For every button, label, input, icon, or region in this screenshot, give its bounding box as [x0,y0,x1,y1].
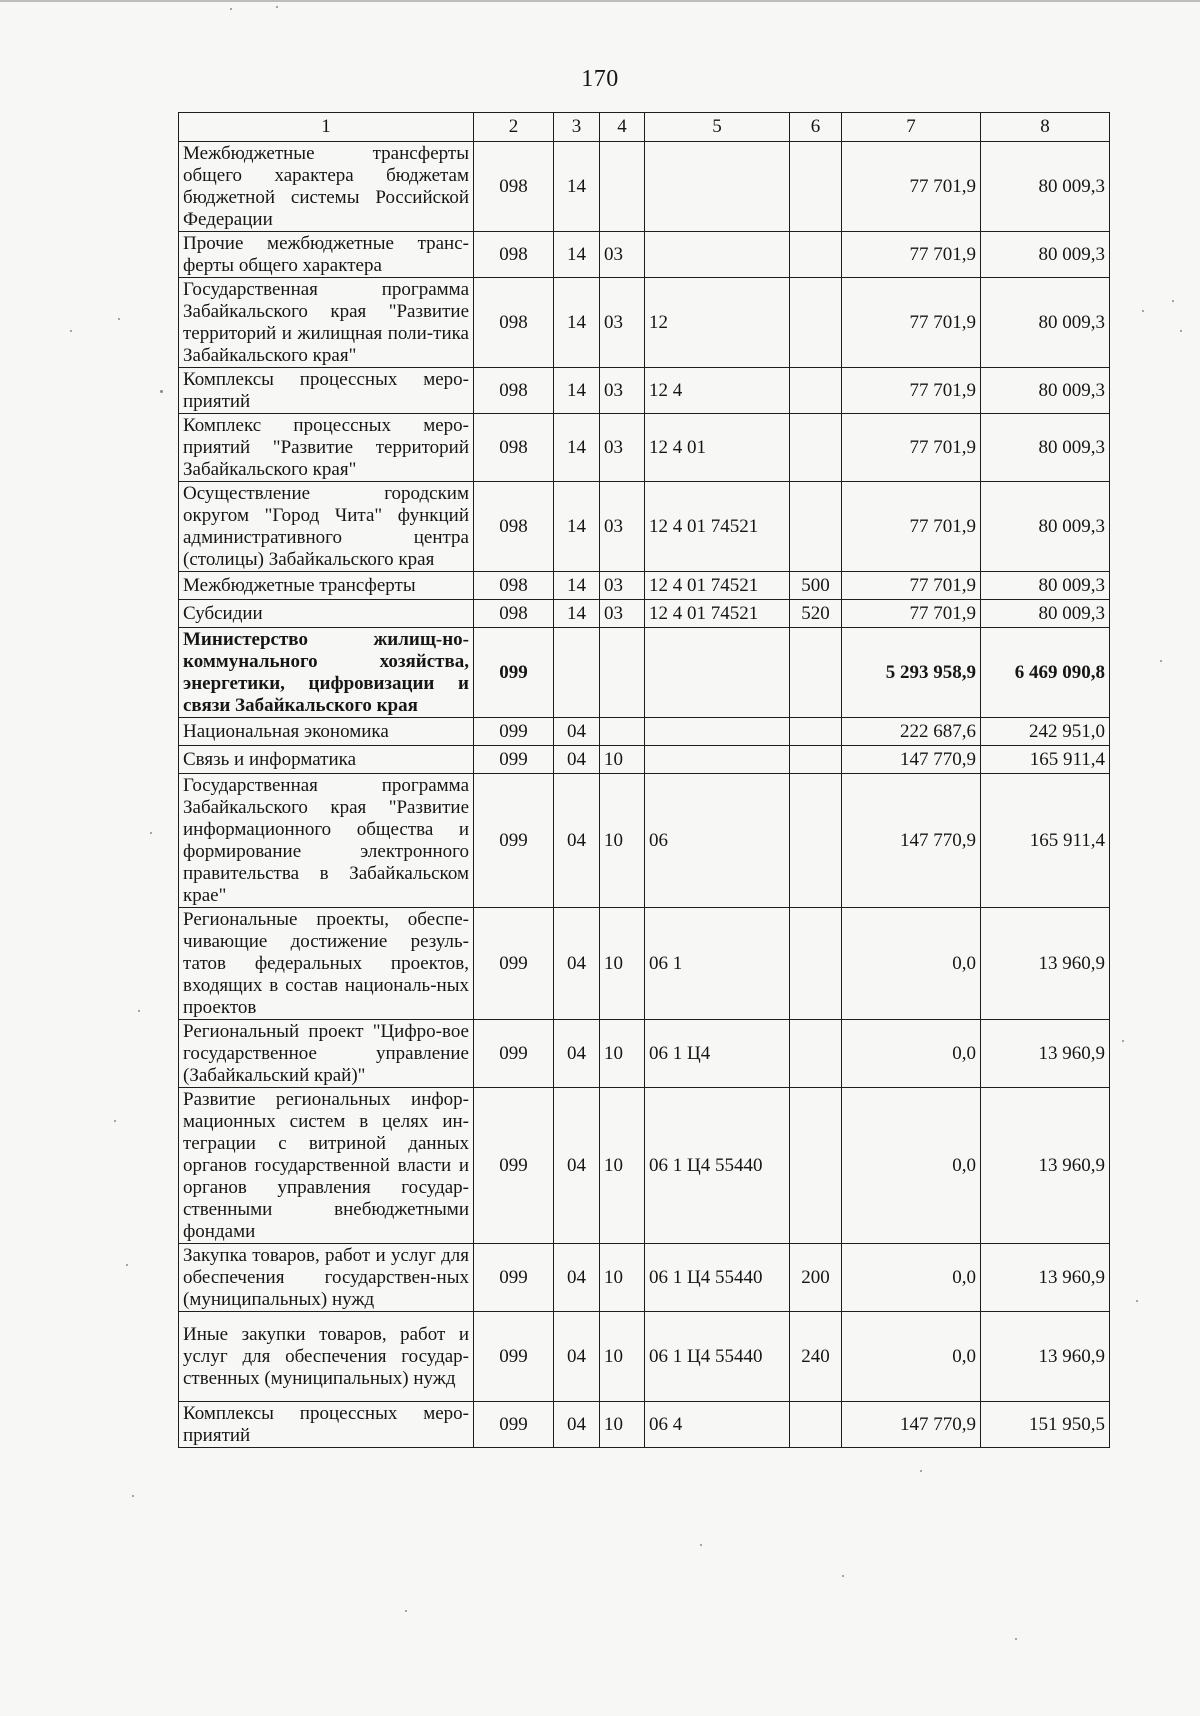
cell-name: Межбюджетные трансферты общего характера бюджетам бюджетной системы Российской Федерации [179,142,474,232]
cell-gp: 099 [474,774,554,908]
col-header-3: 3 [554,113,600,142]
cell-target-article [645,628,790,718]
cell-amount-year1: 77 701,9 [842,600,981,628]
scan-speck [1180,330,1182,332]
table-row [179,718,1110,746]
table-row [179,1020,1110,1088]
cell-section: 04 [554,1088,600,1244]
cell-target-article: 12 4 01 74521 [645,482,790,572]
table-header [179,113,1110,142]
cell-target-article: 06 1 Ц4 55440 [645,1088,790,1244]
cell-gp: 099 [474,718,554,746]
cell-amount-year1: 0,0 [842,908,981,1020]
table-row [179,142,1110,232]
cell-amount-year2: 13 960,9 [981,1020,1110,1088]
table-row [179,482,1110,572]
table-row [179,908,1110,1020]
col-header-1: 1 [179,113,474,142]
cell-subsection: 03 [600,414,645,482]
cell-expense-type [790,718,842,746]
cell-amount-year2: 80 009,3 [981,482,1110,572]
table-row [179,232,1110,278]
cell-subsection: 10 [600,1020,645,1088]
cell-amount-year2: 80 009,3 [981,414,1110,482]
cell-gp: 098 [474,232,554,278]
cell-subsection: 03 [600,572,645,600]
cell-gp: 099 [474,1312,554,1402]
cell-target-article [645,142,790,232]
cell-name: Государственная программа Забайкальского края "Развитие территорий и жилищная поли-тика Забайкальского края" [179,278,474,368]
table-row [179,368,1110,414]
cell-amount-year1: 147 770,9 [842,746,981,774]
scan-speck [1015,1638,1017,1640]
cell-expense-type [790,142,842,232]
cell-amount-year2: 13 960,9 [981,1088,1110,1244]
table-row [179,746,1110,774]
cell-amount-year1: 77 701,9 [842,278,981,368]
scan-speck [920,1470,922,1472]
table-row [179,1244,1110,1312]
cell-target-article: 12 4 01 74521 [645,572,790,600]
cell-target-article: 12 [645,278,790,368]
table-row [179,1402,1110,1448]
scan-speck [1142,310,1144,312]
col-header-6: 6 [790,113,842,142]
cell-name: Министерство жилищ-но-коммунального хозяйства, энергетики, цифровизации и связи Забайкальского края [179,628,474,718]
cell-subsection: 03 [600,278,645,368]
cell-subsection: 03 [600,600,645,628]
cell-subsection: 10 [600,1402,645,1448]
cell-name: Региональные проекты, обеспе-чивающие достижение резуль-татов федеральных проектов, входящих в состав националь-ных проектов [179,908,474,1020]
cell-amount-year1: 222 687,6 [842,718,981,746]
scan-speck [1160,660,1162,662]
table-row [179,774,1110,908]
cell-section: 04 [554,1020,600,1088]
cell-name: Комплекс процессных меро-приятий "Развитие территорий Забайкальского края" [179,414,474,482]
cell-name: Прочие межбюджетные транс-ферты общего характера [179,232,474,278]
cell-amount-year2: 80 009,3 [981,232,1110,278]
scan-speck [132,1495,134,1497]
cell-expense-type: 240 [790,1312,842,1402]
cell-amount-year2: 80 009,3 [981,142,1110,232]
cell-expense-type: 500 [790,572,842,600]
table-row [179,1088,1110,1244]
cell-name: Комплексы процессных меро-приятий [179,1402,474,1448]
cell-subsection: 10 [600,1312,645,1402]
header-row [179,113,1110,142]
cell-gp: 099 [474,628,554,718]
table-body [179,142,1110,1448]
cell-gp: 099 [474,1088,554,1244]
cell-amount-year2: 80 009,3 [981,572,1110,600]
col-header-4: 4 [600,113,645,142]
scan-speck [118,318,120,320]
cell-amount-year1: 77 701,9 [842,142,981,232]
cell-section: 14 [554,142,600,232]
cell-target-article: 12 4 [645,368,790,414]
cell-expense-type [790,628,842,718]
cell-amount-year1: 0,0 [842,1244,981,1312]
cell-name: Осуществление городским округом "Город Чита" функций административного центра (столицы) Забайкальского края [179,482,474,572]
cell-amount-year2: 165 911,4 [981,746,1110,774]
scan-speck [405,1610,407,1612]
scan-speck [150,832,152,834]
cell-expense-type: 520 [790,600,842,628]
cell-expense-type [790,482,842,572]
cell-section: 04 [554,718,600,746]
cell-section: 04 [554,1312,600,1402]
cell-amount-year1: 147 770,9 [842,1402,981,1448]
table-row [179,278,1110,368]
cell-gp: 098 [474,414,554,482]
cell-amount-year2: 80 009,3 [981,600,1110,628]
scan-speck [842,1575,844,1577]
table-row [179,572,1110,600]
col-header-5: 5 [645,113,790,142]
cell-gp: 099 [474,746,554,774]
cell-target-article: 06 1 Ц4 55440 [645,1244,790,1312]
cell-amount-year2: 13 960,9 [981,1312,1110,1402]
scan-speck [138,1010,140,1012]
cell-name: Межбюджетные трансферты [179,572,474,600]
scan-speck [70,330,72,332]
cell-expense-type [790,774,842,908]
scan-speck [700,1544,702,1546]
cell-amount-year2: 242 951,0 [981,718,1110,746]
cell-expense-type [790,908,842,1020]
cell-name: Национальная экономика [179,718,474,746]
table-row [179,600,1110,628]
cell-expense-type [790,368,842,414]
cell-amount-year1: 147 770,9 [842,774,981,908]
cell-gp: 099 [474,908,554,1020]
cell-section: 04 [554,746,600,774]
cell-amount-year1: 0,0 [842,1312,981,1402]
cell-subsection: 10 [600,1244,645,1312]
cell-section: 14 [554,368,600,414]
cell-subsection [600,142,645,232]
cell-amount-year1: 77 701,9 [842,572,981,600]
cell-expense-type [790,746,842,774]
page-top-edge [0,0,1200,2]
cell-name: Развитие региональных инфор-мационных систем в целях ин-теграции с витриной данных органов государственной власти и органов управления государ-ственными внебюджетными фондами [179,1088,474,1244]
cell-amount-year2: 80 009,3 [981,278,1110,368]
cell-target-article [645,746,790,774]
cell-subsection: 03 [600,368,645,414]
cell-gp: 098 [474,278,554,368]
cell-target-article: 06 1 Ц4 [645,1020,790,1088]
cell-amount-year2: 80 009,3 [981,368,1110,414]
table-row [179,1312,1110,1402]
cell-section: 14 [554,600,600,628]
cell-gp: 098 [474,142,554,232]
scan-speck [1122,1040,1124,1042]
scan-speck [276,6,278,8]
cell-subsection [600,718,645,746]
cell-amount-year2: 6 469 090,8 [981,628,1110,718]
cell-expense-type [790,232,842,278]
cell-section: 04 [554,1402,600,1448]
scan-speck [126,1264,128,1266]
cell-section: 14 [554,232,600,278]
cell-amount-year1: 5 293 958,9 [842,628,981,718]
cell-name: Государственная программа Забайкальского края "Развитие информационного общества и формирование электронного правительства в Забайкальском крае" [179,774,474,908]
cell-target-article: 12 4 01 [645,414,790,482]
table-row [179,628,1110,718]
cell-target-article: 06 4 [645,1402,790,1448]
scan-speck [1172,300,1174,302]
cell-name: Связь и информатика [179,746,474,774]
cell-subsection: 03 [600,232,645,278]
scan-speck [1136,1300,1138,1302]
cell-section [554,628,600,718]
cell-expense-type [790,1088,842,1244]
cell-expense-type [790,414,842,482]
cell-target-article: 12 4 01 74521 [645,600,790,628]
cell-target-article: 06 [645,774,790,908]
cell-subsection: 10 [600,908,645,1020]
cell-gp: 099 [474,1020,554,1088]
cell-gp: 099 [474,1244,554,1312]
cell-subsection: 10 [600,774,645,908]
cell-amount-year1: 77 701,9 [842,368,981,414]
cell-amount-year1: 0,0 [842,1020,981,1088]
cell-section: 04 [554,774,600,908]
cell-section: 14 [554,572,600,600]
budget-table [178,112,1110,1448]
cell-amount-year2: 13 960,9 [981,908,1110,1020]
cell-section: 04 [554,1244,600,1312]
cell-name: Региональный проект "Цифро-вое государственное управление (Забайкальский край)" [179,1020,474,1088]
scan-speck [160,390,163,393]
cell-gp: 099 [474,1402,554,1448]
cell-amount-year2: 13 960,9 [981,1244,1110,1312]
cell-expense-type [790,278,842,368]
cell-name: Закупка товаров, работ и услуг для обеспечения государствен-ных (муниципальных) нужд [179,1244,474,1312]
cell-amount-year2: 151 950,5 [981,1402,1110,1448]
cell-amount-year1: 77 701,9 [842,232,981,278]
cell-expense-type: 200 [790,1244,842,1312]
cell-amount-year1: 0,0 [842,1088,981,1244]
cell-expense-type [790,1402,842,1448]
cell-gp: 098 [474,572,554,600]
cell-target-article [645,232,790,278]
cell-target-article: 06 1 [645,908,790,1020]
cell-subsection: 03 [600,482,645,572]
cell-expense-type [790,1020,842,1088]
cell-gp: 098 [474,368,554,414]
col-header-7: 7 [842,113,981,142]
col-header-2: 2 [474,113,554,142]
cell-target-article: 06 1 Ц4 55440 [645,1312,790,1402]
cell-name: Комплексы процессных меро-приятий [179,368,474,414]
cell-subsection [600,628,645,718]
cell-gp: 098 [474,600,554,628]
scan-speck [230,8,232,10]
cell-section: 14 [554,414,600,482]
cell-section: 04 [554,908,600,1020]
cell-name: Иные закупки товаров, работ и услуг для обеспечения государ-ственных (муниципальных) нужд [179,1312,474,1402]
page-number: 170 [581,66,619,92]
cell-gp: 098 [474,482,554,572]
cell-section: 14 [554,278,600,368]
cell-section: 14 [554,482,600,572]
cell-subsection: 10 [600,746,645,774]
cell-amount-year2: 165 911,4 [981,774,1110,908]
scan-speck [114,1120,116,1122]
table-row [179,414,1110,482]
cell-target-article [645,718,790,746]
cell-subsection: 10 [600,1088,645,1244]
cell-amount-year1: 77 701,9 [842,482,981,572]
cell-name: Субсидии [179,600,474,628]
cell-amount-year1: 77 701,9 [842,414,981,482]
col-header-8: 8 [981,113,1110,142]
